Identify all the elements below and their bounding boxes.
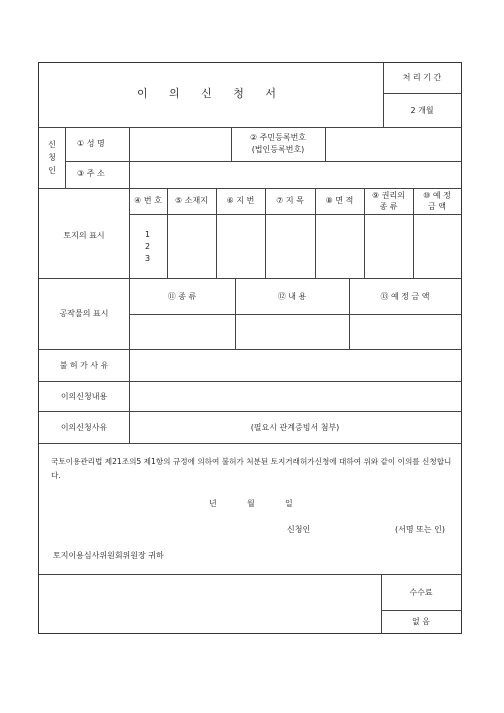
rule-title-bottom bbox=[39, 127, 461, 128]
rule-applicant-label-right bbox=[65, 127, 66, 188]
land-row-number: 2 bbox=[145, 242, 151, 251]
rule-statement-bottom bbox=[39, 574, 461, 575]
date-month: 월 bbox=[247, 499, 255, 508]
land-col-category: ⑦ 지 목 bbox=[276, 196, 304, 205]
rule-processing-mid bbox=[383, 93, 461, 94]
land-col-price-line2: 금 액 bbox=[428, 202, 446, 211]
rule-name-bottom bbox=[65, 161, 461, 162]
rule-reason-bottom bbox=[39, 443, 461, 444]
id-number-label: ② 주민등록번호 bbox=[249, 133, 307, 142]
disapproval-reason-label: 불 허 가 사 유 bbox=[59, 361, 109, 370]
fee-value: 없 음 bbox=[412, 617, 430, 626]
land-col-location: ⑤ 소재지 bbox=[175, 196, 208, 205]
rule-structure-bottom bbox=[39, 349, 461, 350]
address-label: ③ 주 소 bbox=[77, 169, 105, 178]
rule-disapproval-bottom bbox=[39, 381, 461, 382]
rule-applicant-bottom bbox=[39, 188, 461, 189]
date-day: 일 bbox=[285, 499, 293, 508]
objection-reason-note: (필요시 관계증빙서 첨부) bbox=[250, 423, 340, 432]
rule-structure-header-bottom bbox=[129, 314, 461, 315]
objection-reason-label: 이의신청사유 bbox=[60, 423, 108, 432]
structure-col-content: ⑫ 내 용 bbox=[277, 292, 307, 301]
form-title: 이 의 신 청 서 bbox=[136, 87, 286, 100]
rule-content-bottom bbox=[39, 411, 461, 412]
land-col-area: ⑧ 면 적 bbox=[325, 196, 354, 205]
structure-col-type: ⑪ 종 류 bbox=[167, 292, 197, 301]
rule-land-header-bottom bbox=[129, 214, 461, 215]
signature-label: 신청인 bbox=[287, 525, 311, 534]
structure-col-price: ⑬ 예 정 금 액 bbox=[380, 292, 430, 301]
rule-structure-label-right bbox=[129, 278, 130, 349]
land-col-price-line1: ⑩ 예 정 bbox=[423, 191, 451, 200]
rule-id-label-right bbox=[325, 127, 326, 161]
rule-applicant-field-right bbox=[129, 127, 130, 188]
addressee: 토지이용심사위원회위원장 귀하 bbox=[53, 551, 164, 560]
land-col-rights-line1: ⑨ 권리의 bbox=[372, 191, 405, 200]
name-label: ① 성 명 bbox=[77, 139, 105, 148]
objection-application-form bbox=[38, 62, 462, 634]
rule-structure-col-1 bbox=[235, 278, 236, 349]
rule-land-bottom bbox=[39, 278, 461, 279]
land-col-lot: ⑥ 지 번 bbox=[226, 196, 255, 205]
corporate-id-label: (법인등록번호) bbox=[251, 145, 305, 154]
objection-statement: 국토이용관리법 제21조의5 제1항의 규정에 의하여 불허가 처분된 토지거래허가신청에 대하여 위와 같이 이의를 신청합니다. bbox=[51, 457, 452, 480]
signature-note: (서명 또는 인) bbox=[395, 525, 445, 534]
land-row-number: 3 bbox=[145, 254, 151, 263]
processing-period-label: 처 리 기 간 bbox=[402, 73, 442, 82]
land-col-number: ④ 번 호 bbox=[134, 196, 162, 205]
processing-period-value: 2 개월 bbox=[410, 106, 434, 115]
objection-content-label: 이의신청내용 bbox=[60, 392, 108, 401]
land-row-number: 1 bbox=[145, 230, 151, 239]
fee-label: 수수료 bbox=[409, 588, 433, 597]
rule-fee-mid bbox=[381, 610, 461, 611]
rule-structure-col-2 bbox=[349, 278, 350, 349]
applicant-section-label: 신청인 bbox=[48, 140, 56, 175]
land-col-rights-line2: 종 류 bbox=[379, 202, 398, 211]
land-section-label: 토지의 표시 bbox=[63, 231, 105, 240]
structure-section-label: 공작물의 표시 bbox=[59, 309, 109, 318]
date-year: 년 bbox=[209, 499, 217, 508]
